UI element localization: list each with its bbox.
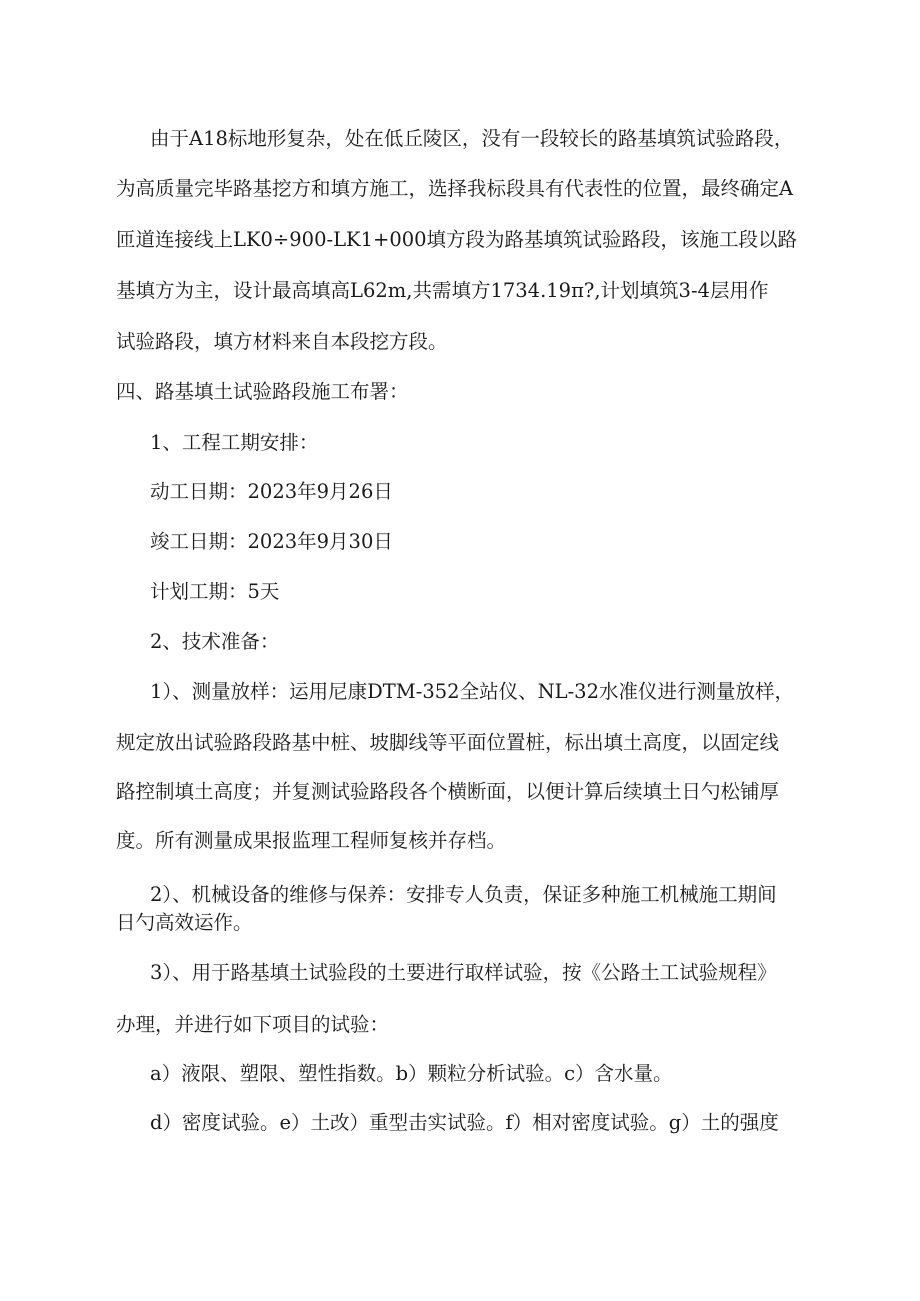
paragraph-line: 2）、机械设备的维修与保养：安排专人负责，保证多种施工机械施工期间 [150, 883, 777, 906]
paragraph-line: 1）、测量放样：运用尼康DTM-352全站仪、NL-32水准仪进行测量放样， [150, 680, 794, 703]
paragraph-line: 基填方为主，设计最高填高L62m,共需填方1734.19π?,计划填筑3-4层用作 [116, 279, 769, 302]
paragraph-line: 为高质量完毕路基挖方和填方施工，选择我标段具有代表性的位置，最终确定A [116, 177, 794, 200]
paragraph-line: 办理，并进行如下项目的试验： [116, 1013, 390, 1036]
paragraph-line: 3）、用于路基填土试验段的土要进行取样试验，按《公路土工试验规程》 [150, 961, 777, 984]
paragraph-line: 度。所有测量成果报监理工程师复核并存档。 [116, 829, 507, 852]
completion-date-line: 竣工日期：2023年9月30日 [150, 530, 393, 553]
paragraph-line: 由于A18标地形复杂，处在低丘陵区，没有一段较长的路基填筑试验路段， [150, 127, 794, 150]
paragraph-line: 规定放出试验路段路基中桩、坡脚线等平面位置桩，标出填土高度，以固定线 [116, 731, 780, 754]
planned-duration-line: 计划工期：5天 [150, 580, 280, 603]
paragraph-line: 日勺高效运作。 [116, 911, 253, 934]
subsection-heading: 1、工程工期安排： [150, 431, 319, 454]
paragraph-line: 试验路段，填方材料来自本段挖方段。 [116, 330, 448, 353]
subsection-heading: 2、技术准备： [150, 630, 280, 653]
paragraph-line: 路控制填土高度；并复测试验路段各个横断面，以便计算后续填土日勺松铺厚 [116, 780, 780, 803]
paragraph-line: a）液限、塑限、塑性指数。b）颗粒分析试验。c）含水量。 [150, 1062, 673, 1085]
section-heading: 四、路基填土试验路段施工布署： [116, 380, 409, 403]
start-date-line: 动工日期：2023年9月26日 [150, 480, 393, 503]
paragraph-line: d）密度试验。e）土改）重型击实试验。f）相对密度试验。g）土的强度 [150, 1111, 779, 1134]
paragraph-line: 匝道连接线上LK0÷900-LK1+000填方段为路基填筑试验路段，该施工段以路 [116, 228, 798, 251]
